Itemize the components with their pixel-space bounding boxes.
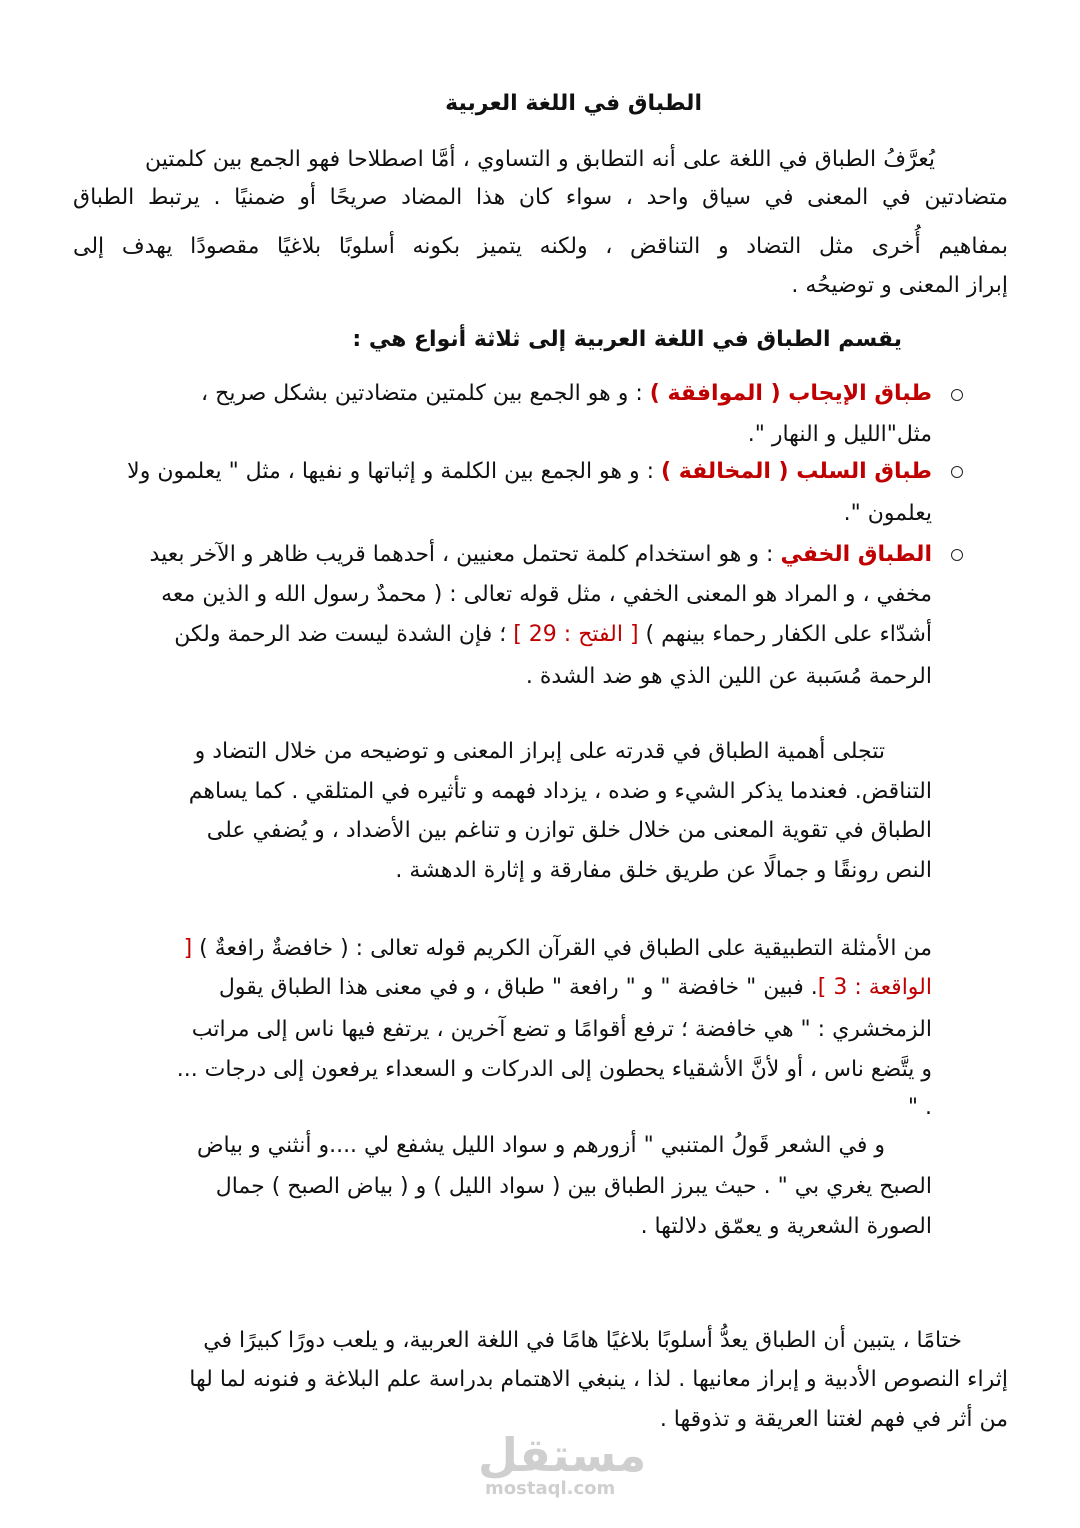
- watermark-logo-latin: mostaql.com: [485, 1478, 616, 1499]
- type-2-line-2: يعلمون ".: [843, 501, 932, 526]
- examples-line-3: الزمخشري : " هي خافضة ؛ ترفع أقوامًا و تضع آخرين ، يرتفع فيها ناس إلى مراتب: [191, 1017, 932, 1042]
- type-3-line-1: [150, 537, 932, 573]
- examples-line-1: [184, 931, 932, 967]
- examples-line-5: " .: [907, 1095, 932, 1120]
- quran-reference: [ الفتح : 29 ]: [513, 622, 639, 647]
- conclusion-line-1: ختامًا ، يتبين أن الطباق يعدُّ أسلوبًا بلاغيًا هامًا في اللغة العربية، و يلعب دورًا كبيرًا في: [203, 1328, 962, 1353]
- type-1-definition: : و هو الجمع بين كلمتين متضادتين بشكل صريح ،: [201, 381, 650, 406]
- type-3-line-2: مخفي ، و المراد هو المعنى الخفي ، مثل قوله تعالى : ( محمدٌ رسول الله و الذين معه: [161, 582, 932, 607]
- examples-line-4: و يتَّضع ناس ، أو لأنَّ الأشقياء يحطون إلى الدركات و السعداء يرفعون إلى درجات ...: [176, 1057, 932, 1082]
- conclusion-line-2: إثراء النصوص الأدبية و إبراز معانيها . لذا ، ينبغي الاهتمام بدراسة علم البلاغة و فنونه لما لها: [189, 1367, 1008, 1392]
- examples-line-2-text: . فبين " خافضة " و " رافعة " طباق ، و في معنى هذا الطباق يقول: [218, 975, 818, 1000]
- type-3-definition: : و هو استخدام كلمة تحتمل معنيين ، أحدهما قريب ظاهر و الآخر بعيد: [149, 542, 781, 567]
- intro-line-4: إبراز المعنى و توضيحُه .: [791, 273, 1008, 298]
- importance-line-3: الطباق في تقوية المعنى من خلال خلق توازن و تناغم بين الأضداد ، و يُضفي على: [206, 818, 932, 843]
- examples-line-2: [219, 970, 932, 1006]
- type-2-line-1: [127, 454, 932, 490]
- poetry-line-3: الصورة الشعرية و يعمّق دلالتها .: [640, 1214, 932, 1239]
- importance-line-1: تتجلى أهمية الطباق في قدرته على إبراز المعنى و توضيحه من خلال التضاد و: [194, 739, 885, 764]
- type-1-line-2: مثل"الليل و النهار ".: [747, 422, 932, 447]
- bullet-circle: [951, 389, 963, 401]
- type-3-name: الطباق الخفي: [780, 542, 932, 567]
- conclusion-line-3: من أثر في فهم لغتنا العريقة و تذوقها .: [659, 1407, 1008, 1432]
- type-1-line-1: [201, 376, 932, 412]
- document-title: الطباق في اللغة العربية: [445, 91, 702, 116]
- examples-line-1-text: من الأمثلة التطبيقية على الطباق في القرآن الكريم قوله تعالى : ( خافضةٌ رافعةٌ ): [192, 936, 932, 961]
- type-2-name: طباق السلب ( المخالفة ): [661, 459, 932, 484]
- importance-line-4: النص رونقًا و جمالًا عن طريق خلق مفارقة و إثارة الدهشة .: [395, 858, 932, 883]
- quran-reference: الواقعة : 3 ]: [817, 975, 932, 1000]
- type-3-line-4: الرحمة مُسَببة عن اللين الذي هو ضد الشدة .: [525, 664, 932, 689]
- watermark-logo-arabic: مستقل: [478, 1428, 647, 1482]
- types-heading: يقسم الطباق في اللغة العربية إلى ثلاثة أنواع هي :: [352, 327, 902, 352]
- bullet-circle: [951, 549, 963, 561]
- quran-reference-open: [: [183, 936, 193, 961]
- type-2-definition: : و هو الجمع بين الكلمة و إثباتها و نفيها ، مثل " يعلمون ولا: [127, 459, 662, 484]
- importance-line-2: التناقض. فعندما يذكر الشيء و ضده ، يزداد فهمه و تأثيره في المتلقي . كما يساهم: [188, 779, 932, 804]
- type-3-ref-line-post: ؛ فإن الشدة ليست ضد الرحمة ولكن: [174, 622, 514, 647]
- intro-line-1: يُعرَّفُ الطباق في اللغة على أنه التطابق و التساوي ، أمَّا اصطلاحا فهو الجمع بين كلمتين: [145, 147, 935, 172]
- bullet-circle: [951, 466, 963, 478]
- type-3-line-3: [174, 617, 932, 653]
- intro-line-3: بمفاهيم أُخرى مثل التضاد و التناقض ، ولكنه يتميز بكونه أسلوبًا بلاغيًا مقصودًا يهدف إلى: [73, 234, 1008, 259]
- type-3-ref-line-pre: أشدّاء على الكفار رحماء بينهم ): [638, 622, 932, 647]
- poetry-line-2: الصبح يغري بي " . حيث يبرز الطباق بين ( سواد الليل ) و ( بياض الصبح ) جمال: [215, 1174, 932, 1199]
- intro-line-2: متضادتين في المعنى في سياق واحد ، سواء كان هذا المضاد صريحًا أو ضمنيًا . يرتبط الطباق: [73, 185, 1008, 210]
- poetry-line-1: و في الشعر قَولُ المتنبي " أزورهم و سواد الليل يشفع لي ....و أنثني و بياض: [196, 1133, 885, 1158]
- type-1-name: طباق الإيجاب ( الموافقة ): [649, 381, 932, 406]
